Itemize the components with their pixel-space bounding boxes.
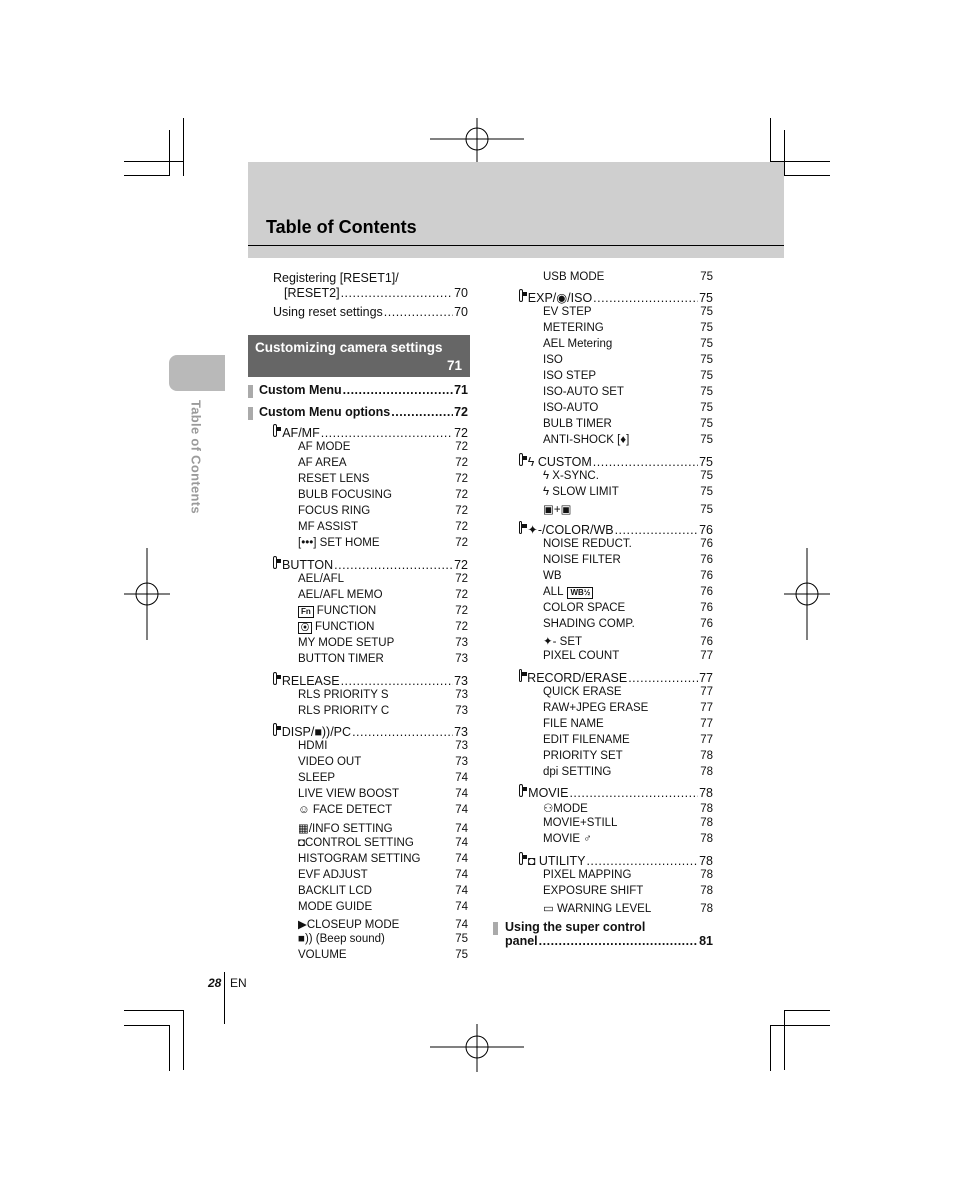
toc-sub-entry[interactable]	[298, 837, 468, 849]
entry-label: [•••] SET HOME	[298, 537, 380, 550]
section-header[interactable]	[248, 335, 470, 377]
entry-label: ■)) (Beep sound)	[298, 932, 385, 945]
entry-label: HISTOGRAM SETTING	[298, 852, 421, 865]
entry-page: 73	[454, 673, 468, 688]
toc-sub-entry[interactable]	[543, 750, 713, 762]
toc-group-heading[interactable]	[519, 852, 713, 868]
entry-page: 77	[699, 670, 713, 685]
entry-label: QUICK ERASE	[543, 685, 622, 698]
toc-group-heading[interactable]	[519, 453, 713, 469]
leader-dots	[586, 854, 698, 868]
entry-label: AF MODE	[298, 441, 351, 453]
prefix-symbol: Fn	[298, 606, 314, 618]
toc-sub-entry[interactable]	[298, 804, 468, 816]
entry-page: 74	[455, 772, 468, 785]
toc-sub-entry[interactable]	[543, 634, 713, 648]
entry-page: 72	[455, 489, 468, 502]
toc-sub-entry[interactable]	[298, 949, 468, 961]
entry-label: ISO	[543, 354, 563, 367]
entry-label: EVF ADJUST	[298, 868, 368, 881]
suffix-symbol: WB½	[567, 587, 593, 599]
toc-sub-entry[interactable]	[298, 756, 468, 768]
entry-label: BULB FOCUSING	[298, 489, 392, 502]
crop-mark	[770, 1025, 771, 1071]
toc-sub-entry[interactable]	[298, 869, 468, 881]
toc-entry-super-panel[interactable]: panel ..... 81	[505, 934, 713, 948]
toc-sub-entry[interactable]	[543, 486, 713, 498]
entry-page: 75	[700, 322, 713, 335]
crop-mark	[169, 1025, 170, 1071]
entry-label: FILE NAME	[543, 717, 604, 730]
toc-sub-entry[interactable]	[543, 554, 713, 566]
entry-page: 76	[700, 553, 713, 566]
entry-page: 73	[455, 756, 468, 769]
registration-mark-left	[124, 548, 170, 640]
entry-label: VOLUME	[298, 948, 347, 961]
toc-sub-entry[interactable]	[298, 705, 468, 717]
entry-label: METERING	[543, 322, 604, 335]
toc-group-heading[interactable]	[273, 672, 468, 688]
leader-dots	[593, 455, 698, 469]
entry-label: RLS PRIORITY S	[298, 688, 389, 701]
toc-sub-entry[interactable]	[543, 434, 713, 446]
toc-sub-entry[interactable]	[298, 637, 468, 649]
crop-mark	[124, 1025, 170, 1026]
entry-label: RLS PRIORITY C	[298, 704, 390, 717]
entry-page: 72	[455, 621, 468, 633]
entry-label: AEL Metering	[543, 338, 613, 351]
entry-page: 72	[454, 557, 468, 572]
leader-dots	[334, 558, 453, 572]
toc-entry[interactable]: Registering [RESET1]/	[273, 271, 399, 285]
entry-page: 75	[455, 948, 468, 961]
crop-mark	[784, 1010, 830, 1011]
toc-entry[interactable]: Using reset settings ..... 70	[273, 305, 468, 319]
entry-page: 72	[455, 588, 468, 601]
entry-page: 75	[700, 402, 713, 415]
entry-page: 78	[699, 786, 713, 801]
entry-label: AF AREA	[298, 457, 347, 470]
entry-page: 77	[700, 717, 713, 730]
entry-bar	[248, 385, 253, 398]
entry-page: 78	[700, 765, 713, 778]
toc-sub-entry[interactable]	[298, 917, 468, 931]
entry-label: FOCUS RING	[298, 505, 371, 518]
entry-page: 72	[455, 505, 468, 518]
toc-entry[interactable]: [RESET2] ..... 70	[284, 286, 468, 300]
entry-page: 76	[700, 569, 713, 582]
toc-sub-entry[interactable]	[298, 441, 468, 453]
entry-label: BULB TIMER	[543, 418, 612, 431]
entry-page: 72	[455, 473, 468, 486]
crop-mark	[784, 175, 830, 176]
registration-mark-right	[784, 548, 830, 640]
entry-label: ϟ CUSTOM	[527, 454, 592, 469]
entry-page: 78	[700, 749, 713, 762]
toc-sub-entry[interactable]	[543, 538, 713, 550]
entry-page: 78	[700, 803, 713, 816]
crop-mark	[124, 161, 184, 162]
toc-sub-entry[interactable]	[298, 689, 468, 701]
entry-page: 73	[455, 688, 468, 701]
entry-label: ▦/INFO SETTING	[298, 822, 393, 835]
registration-mark-top	[430, 118, 524, 162]
menu-tab-icon	[519, 289, 523, 302]
entry-page: 74	[455, 822, 468, 835]
registration-mark-bottom	[430, 1024, 524, 1072]
entry-page: 75	[700, 486, 713, 498]
toc-sub-entry[interactable]	[543, 869, 713, 881]
toc-sub-entry[interactable]	[543, 901, 713, 915]
entry-label: RELEASE	[281, 673, 340, 688]
entry-page: 76	[700, 601, 713, 614]
entry-page: 78	[699, 853, 713, 868]
toc-sub-entry[interactable]	[298, 489, 468, 501]
entry-page: 72	[455, 521, 468, 534]
entry-label: RESET LENS	[298, 473, 370, 486]
crop-mark	[124, 1010, 184, 1011]
toc-entry-custom-menu-options[interactable]: Custom Menu options ..... 72	[259, 405, 468, 419]
page-number: 28	[208, 976, 222, 990]
toc-sub-entry[interactable]	[543, 306, 713, 318]
entry-page: 73	[455, 653, 468, 666]
entry-label: ▶CLOSEUP MODE	[298, 918, 400, 931]
crop-mark	[183, 1010, 184, 1070]
entry-page: 72	[455, 457, 468, 470]
entry-label: AEL/AFL MEMO	[298, 588, 383, 601]
toc-entry-super-panel[interactable]: Using the super control	[505, 920, 646, 934]
menu-tab-icon	[273, 723, 277, 736]
entry-label: SHADING COMP.	[543, 617, 635, 630]
entry-page: 77	[700, 649, 713, 662]
toc-sub-entry[interactable]	[543, 702, 713, 714]
leader-dots	[321, 426, 453, 440]
entry-page: 76	[700, 617, 713, 630]
entry-label: VIDEO OUT	[298, 756, 362, 769]
entry-page: 75	[700, 370, 713, 383]
entry-label: RECORD/ERASE	[527, 670, 628, 685]
entry-label: SLEEP	[298, 772, 336, 785]
entry-label: NOISE FILTER	[543, 553, 621, 566]
entry-page: 76	[700, 585, 713, 598]
entry-bar	[493, 922, 498, 935]
entry-page: 75	[699, 454, 713, 469]
entry-label: AF/MF	[282, 426, 320, 440]
leader-dots	[352, 725, 453, 739]
toc-sub-entry[interactable]	[543, 817, 713, 829]
toc-sub-entry[interactable]	[298, 589, 468, 601]
section-page: 71	[446, 358, 462, 373]
toc-sub-entry[interactable]	[298, 788, 468, 800]
toc-sub-entry[interactable]	[298, 573, 468, 585]
entry-page: 75	[700, 306, 713, 318]
entry-label: HDMI	[298, 740, 328, 753]
toc-group-heading[interactable]	[519, 784, 713, 800]
entry-label: MY MODE SETUP	[298, 637, 395, 650]
entry-page: 77	[700, 733, 713, 746]
menu-tab-icon	[519, 453, 523, 466]
toc-sub-entry[interactable]	[298, 853, 468, 865]
toc-sub-entry[interactable]	[543, 370, 713, 382]
crop-mark	[770, 1025, 830, 1026]
leader-dots	[341, 674, 454, 688]
toc-sub-entry[interactable]	[543, 338, 713, 350]
entry-page: 74	[455, 900, 468, 913]
toc-sub-entry[interactable]	[298, 605, 468, 618]
entry-label: ▣+▣	[543, 504, 572, 517]
language-tag: EN	[230, 976, 247, 990]
crop-mark	[784, 1010, 785, 1070]
entry-page: 74	[455, 868, 468, 881]
entry-label: FUNCTION	[316, 604, 377, 617]
entry-page: 78	[700, 885, 713, 897]
entry-label: dpi SETTING	[543, 765, 612, 778]
entry-label: ▭ WARNING LEVEL	[543, 903, 652, 916]
toc-sub-entry[interactable]	[298, 885, 468, 897]
leader-dots	[593, 291, 698, 305]
entry-page: 73	[455, 704, 468, 717]
menu-tab-icon	[519, 852, 523, 865]
entry-label: AEL/AFL	[298, 572, 345, 585]
entry-label: ◘ UTILITY	[527, 853, 586, 868]
entry-bar	[248, 407, 253, 420]
toc-sub-entry[interactable]	[298, 521, 468, 533]
toc-sub-entry[interactable]	[543, 271, 713, 283]
menu-tab-icon	[519, 784, 523, 797]
crop-mark	[183, 118, 184, 176]
entry-page: 73	[455, 637, 468, 650]
entry-page: 78	[700, 903, 713, 916]
toc-sub-entry[interactable]	[298, 653, 468, 665]
toc-sub-entry[interactable]	[543, 354, 713, 366]
entry-label: WB	[543, 569, 562, 582]
toc-sub-entry[interactable]	[543, 418, 713, 430]
toc-group-heading[interactable]	[273, 424, 468, 440]
entry-page: 72	[455, 441, 468, 453]
entry-label: FUNCTION	[315, 621, 375, 633]
entry-label: ISO STEP	[543, 370, 597, 383]
entry-page: 74	[455, 852, 468, 865]
entry-page: 75	[700, 354, 713, 367]
entry-label: ☺ FACE DETECT	[298, 804, 393, 817]
entry-label: PRIORITY SET	[543, 749, 623, 762]
entry-page: 76	[700, 635, 713, 648]
entry-label: ALL	[543, 585, 564, 598]
side-tab	[169, 355, 225, 391]
toc-sub-entry[interactable]	[298, 901, 468, 913]
section-title: Customizing camera settings	[255, 340, 443, 355]
toc-group-heading[interactable]	[273, 556, 468, 572]
toc-sub-entry[interactable]	[543, 402, 713, 414]
entry-page: 72	[455, 537, 468, 550]
leader-dots	[628, 671, 698, 685]
entry-label: LIVE VIEW BOOST	[298, 788, 399, 801]
entry-page: 72	[455, 572, 468, 585]
entry-label: COLOR SPACE	[543, 601, 626, 614]
entry-page: 78	[700, 868, 713, 881]
menu-tab-icon	[519, 669, 522, 682]
entry-page: 74	[455, 884, 468, 897]
entry-page: 76	[700, 537, 713, 550]
toc-sub-entry[interactable]	[543, 570, 713, 582]
entry-page: 75	[699, 291, 713, 305]
header-rule	[248, 245, 784, 246]
entry-label: DISP/■))/PC	[281, 725, 352, 740]
entry-label: MODE GUIDE	[298, 900, 373, 913]
menu-tab-icon	[273, 672, 277, 685]
toc-entry-custom-menu[interactable]: Custom Menu ..... 71	[259, 383, 468, 397]
toc-sub-entry[interactable]	[543, 650, 713, 662]
entry-label: BUTTON TIMER	[298, 653, 384, 666]
entry-page: 75	[700, 504, 713, 517]
toc-group-heading[interactable]	[519, 669, 713, 685]
entry-label: ✦-/COLOR/WB	[527, 522, 614, 537]
entry-page: 75	[700, 338, 713, 351]
entry-label: ⚇MODE	[543, 803, 588, 816]
entry-label: EV STEP	[543, 306, 592, 318]
toc-sub-entry[interactable]	[543, 602, 713, 614]
prefix-symbol: ⦿	[298, 622, 312, 634]
toc-sub-entry[interactable]	[543, 885, 713, 897]
toc-sub-entry[interactable]	[298, 740, 468, 752]
header-band	[248, 162, 784, 258]
entry-page: 73	[455, 740, 468, 753]
footer-rule	[224, 972, 225, 1024]
entry-label: ✦- SET	[543, 635, 583, 648]
entry-page: 77	[700, 701, 713, 714]
crop-mark	[169, 130, 170, 176]
menu-tab-icon	[273, 424, 277, 437]
toc-sub-entry[interactable]	[543, 833, 713, 845]
entry-label: EXPOSURE SHIFT	[543, 885, 644, 897]
toc-sub-entry[interactable]	[543, 801, 713, 815]
toc-sub-entry[interactable]	[543, 734, 713, 746]
entry-label: NOISE REDUCT.	[543, 537, 632, 550]
entry-page: 78	[700, 833, 713, 846]
toc-sub-entry[interactable]	[543, 586, 713, 599]
entry-label: BACKLIT LCD	[298, 884, 372, 897]
entry-page: 72	[454, 426, 468, 440]
toc-sub-entry[interactable]	[298, 621, 468, 634]
toc-sub-entry[interactable]	[298, 537, 468, 549]
entry-page: 74	[455, 804, 468, 817]
entry-label: PIXEL COUNT	[543, 649, 620, 662]
toc-group-heading[interactable]	[273, 723, 468, 739]
entry-label: ISO-AUTO	[543, 402, 599, 415]
toc-sub-entry[interactable]	[298, 473, 468, 485]
entry-label: ISO-AUTO SET	[543, 386, 624, 399]
entry-page: 72	[455, 604, 468, 617]
toc-sub-entry[interactable]	[543, 322, 713, 334]
toc-sub-entry[interactable]	[543, 766, 713, 778]
crop-mark	[124, 175, 170, 176]
entry-page: 75	[700, 469, 713, 482]
entry-label: RAW+JPEG ERASE	[543, 701, 649, 714]
page-title: Table of Contents	[266, 217, 417, 237]
toc-sub-entry[interactable]	[543, 386, 713, 398]
entry-page: 76	[699, 522, 713, 537]
toc-group-heading[interactable]	[519, 521, 713, 537]
toc-sub-entry[interactable]	[298, 821, 468, 835]
entry-label: BUTTON	[282, 557, 334, 572]
leader-dots	[615, 523, 699, 537]
entry-page: 74	[455, 918, 468, 931]
leader-dots	[569, 786, 698, 800]
entry-label: ϟ SLOW LIMIT	[543, 486, 619, 498]
entry-page: 77	[700, 685, 713, 698]
entry-label: ◘CONTROL SETTING	[298, 836, 414, 849]
entry-label: PIXEL MAPPING	[543, 868, 632, 881]
toc-sub-entry[interactable]	[543, 718, 713, 730]
entry-label: EXP/◉/ISO	[527, 291, 593, 305]
toc-sub-entry[interactable]	[543, 618, 713, 630]
side-tab-label: Table of Contents	[188, 400, 204, 514]
entry-page: 73	[454, 725, 468, 740]
toc-group-heading[interactable]	[519, 289, 713, 305]
toc-sub-entry[interactable]	[543, 686, 713, 698]
toc-sub-entry[interactable]	[543, 502, 713, 516]
entry-label: ANTI-SHOCK [♦]	[543, 434, 630, 447]
entry-label: MOVIE	[528, 786, 569, 801]
entry-page: 78	[700, 817, 713, 830]
menu-tab-icon	[273, 556, 277, 569]
entry-label: EDIT FILENAME	[543, 733, 630, 746]
menu-tab-icon	[519, 521, 522, 534]
entry-label: USB MODE	[543, 271, 605, 283]
entry-page: 75	[455, 932, 468, 945]
toc-sub-entry[interactable]	[298, 933, 468, 945]
entry-page: 75	[700, 271, 713, 283]
toc-sub-entry[interactable]	[543, 470, 713, 482]
entry-label: MOVIE ♂	[543, 833, 592, 846]
entry-page: 74	[455, 836, 468, 849]
toc-sub-entry[interactable]	[298, 772, 468, 784]
entry-label: ϟ X-SYNC.	[543, 469, 599, 482]
entry-page: 75	[700, 418, 713, 431]
entry-page: 75	[700, 386, 713, 399]
toc-sub-entry[interactable]	[298, 505, 468, 517]
entry-label: MOVIE+STILL	[543, 817, 618, 830]
crop-mark	[784, 130, 785, 176]
entry-page: 74	[455, 788, 468, 801]
toc-sub-entry[interactable]	[298, 457, 468, 469]
entry-label: MF ASSIST	[298, 521, 359, 534]
entry-page: 75	[700, 434, 713, 447]
